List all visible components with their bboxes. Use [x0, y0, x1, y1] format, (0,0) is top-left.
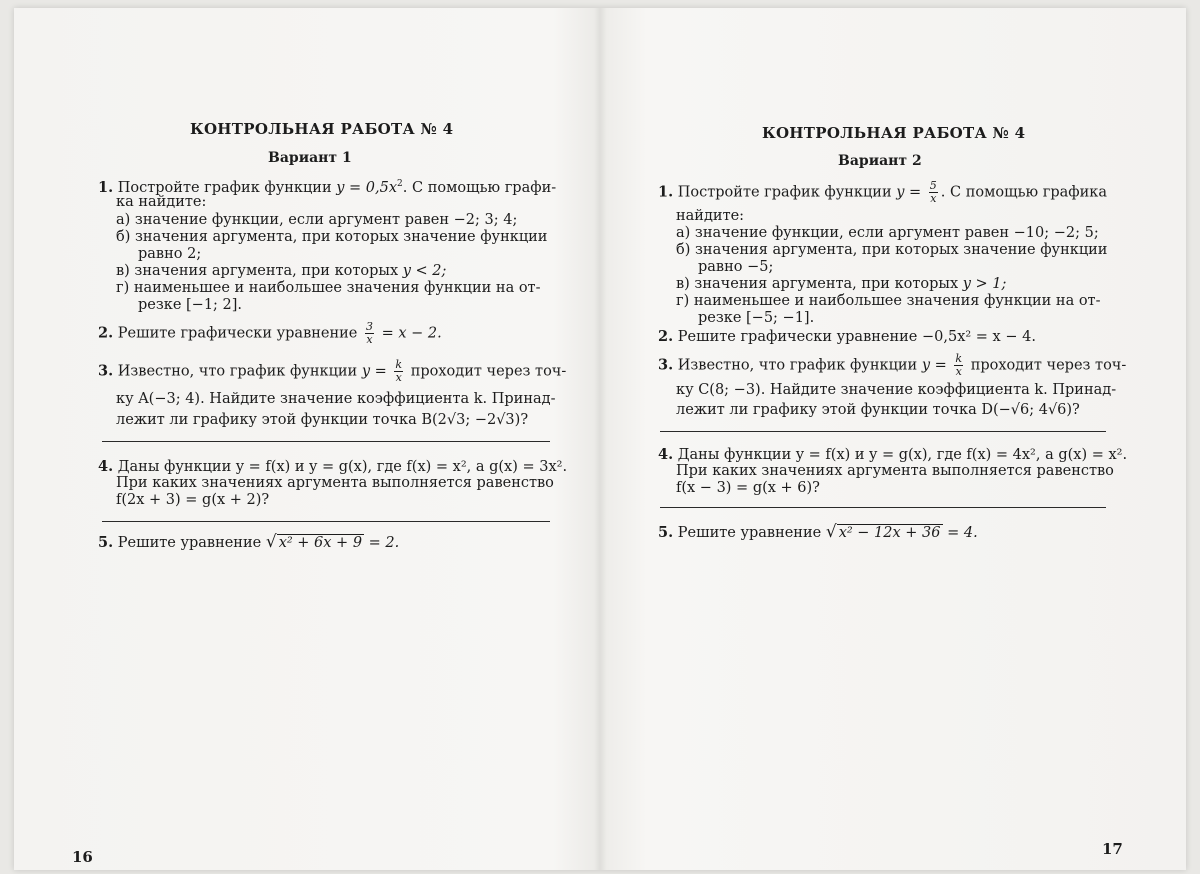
left-task-1-item-a: а) значение функции, если аргумент равен −2; 3; 4; [116, 212, 518, 228]
page-number-left: 16 [72, 848, 93, 866]
fraction [365, 321, 374, 346]
right-task-1-item-c [676, 276, 1006, 293]
left-task-1-item-d: г) наименьшее и наибольшее значения функции на от- [116, 280, 541, 296]
right-task-1-item-d-cont: резке [−5; −1]. [698, 310, 815, 326]
right-task-3-line-3: лежит ли графику этой функции точка D(−√6; 4√6)? [676, 402, 1080, 418]
task-number: 1. [98, 178, 114, 196]
task-text: Постройте график функции [677, 184, 897, 201]
left-task-4-line-2: При каких значениях аргумента выполняется равенство [116, 475, 554, 491]
numerator: k [955, 352, 963, 365]
right-page [594, 8, 1154, 870]
task-number: 4. [98, 458, 114, 475]
task-text: Даны функции y = f(x) и y = g(x), где f(x) = x², а g(x) = 3x². [117, 459, 568, 475]
right-task-5 [658, 524, 978, 542]
right-task-1-item-b-cont: равно −5; [698, 259, 774, 275]
left-task-4-line-1 [98, 458, 567, 476]
right-task-3-line-1 [658, 353, 1126, 378]
task-text: . С помощью графика [940, 184, 1107, 201]
numerator: 5 [929, 179, 937, 192]
left-task-3-line-1 [98, 359, 566, 384]
task-text: проходит через точ- [410, 363, 567, 380]
denominator: x [395, 371, 402, 384]
task-text: Решите графически уравнение [117, 325, 358, 342]
numerator: k [395, 358, 403, 371]
task-text: Решите уравнение [677, 525, 822, 541]
right-task-1-item-a: а) значение функции, если аргумент равен −10; −2; 5; [676, 225, 1099, 241]
book-spread [14, 8, 1186, 870]
right-task-2 [658, 328, 1036, 346]
math-expression: y < 2; [402, 263, 447, 279]
left-page [14, 8, 584, 870]
right-page-title: КОНТРОЛЬНАЯ РАБОТА № 4 [762, 124, 1026, 142]
task-text: Даны функции y = f(x) и y = g(x), где f(x) = 4x², а g(x) = x². [677, 447, 1128, 463]
fraction [954, 353, 963, 378]
task-text: в) значения аргумента, при которых [676, 276, 963, 292]
left-task-1-line-2: ка найдите: [116, 194, 207, 210]
math-expression: = x − 2. [381, 325, 442, 342]
section-divider [102, 521, 550, 522]
right-task-3-line-2: ку C(8; −3). Найдите значение коэффициента k. Принад- [676, 382, 1117, 398]
right-task-1-item-b: б) значения аргумента, при которых значение функции [676, 242, 1108, 258]
left-variant-heading: Вариант 1 [268, 150, 352, 166]
task-text: проходит через точ- [970, 357, 1127, 374]
denominator: x [955, 365, 962, 378]
math-expression: = 4. [947, 525, 978, 541]
left-task-2 [98, 321, 442, 346]
math-expression: y = 0,5x [336, 179, 398, 196]
math-expression: y > 1; [962, 276, 1007, 292]
math-expression: = 2. [368, 535, 400, 551]
fraction [929, 180, 938, 205]
left-task-1-item-b-cont: равно 2; [138, 246, 202, 262]
radicand: x² + 6x + 9 [278, 535, 363, 551]
task-text: . С помощью графи- [402, 179, 557, 196]
task-text: Известно, что график функции [677, 357, 922, 374]
right-task-1-line-1 [658, 180, 1107, 205]
task-number: 4. [658, 446, 674, 463]
page-number-right: 17 [1102, 840, 1123, 858]
fraction [394, 359, 403, 384]
task-number: 3. [658, 356, 674, 374]
task-number: 5. [98, 534, 114, 551]
right-task-4-line-2: При каких значениях аргумента выполняется равенство [676, 463, 1114, 479]
square-root-sign: √ [825, 522, 837, 542]
task-number: 5. [658, 524, 674, 541]
left-task-5 [98, 534, 399, 552]
task-number: 3. [98, 362, 114, 380]
math-expression: y = [361, 363, 387, 380]
numerator: 3 [366, 320, 373, 333]
math-expression: y = [921, 357, 947, 374]
right-task-1-line-2: найдите: [676, 208, 745, 224]
section-divider [102, 441, 550, 442]
denominator: x [366, 333, 373, 346]
left-task-1-item-d-cont: резке [−1; 2]. [138, 297, 243, 313]
task-number: 2. [98, 324, 114, 342]
section-divider [660, 431, 1106, 432]
math-expression: y = [896, 184, 922, 201]
task-text: Постройте график функции [117, 179, 337, 196]
square-root-sign: √ [265, 532, 277, 552]
right-task-4-line-3: f(x − 3) = g(x + 6)? [676, 480, 820, 496]
left-task-4-line-3: f(2x + 3) = g(x + 2)? [116, 492, 270, 508]
right-task-1-item-d: г) наименьшее и наибольшее значения функции на от- [676, 293, 1101, 309]
left-page-title: КОНТРОЛЬНАЯ РАБОТА № 4 [190, 120, 454, 138]
left-task-1-item-b: б) значения аргумента, при которых значение функции [116, 229, 548, 245]
exponent: 2 [397, 179, 403, 189]
task-text: Решите графически уравнение −0,5x² = x − 4. [677, 329, 1036, 345]
task-text: в) значения аргумента, при которых [116, 263, 403, 279]
denominator: x [930, 192, 937, 205]
left-task-1-item-c [116, 263, 446, 280]
task-text: Решите уравнение [117, 535, 262, 551]
left-task-3-line-2: ку A(−3; 4). Найдите значение коэффициента k. Принад- [116, 391, 556, 407]
task-text: Известно, что график функции [117, 363, 362, 380]
left-task-3-line-3: лежит ли графику этой функции точка B(2√3; −2√3)? [116, 412, 529, 428]
task-number: 1. [658, 183, 674, 201]
right-variant-heading: Вариант 2 [838, 153, 922, 169]
task-number: 2. [658, 328, 674, 345]
section-divider [660, 507, 1106, 508]
right-task-4-line-1 [658, 446, 1127, 464]
radicand: x² − 12x + 36 [838, 525, 941, 541]
